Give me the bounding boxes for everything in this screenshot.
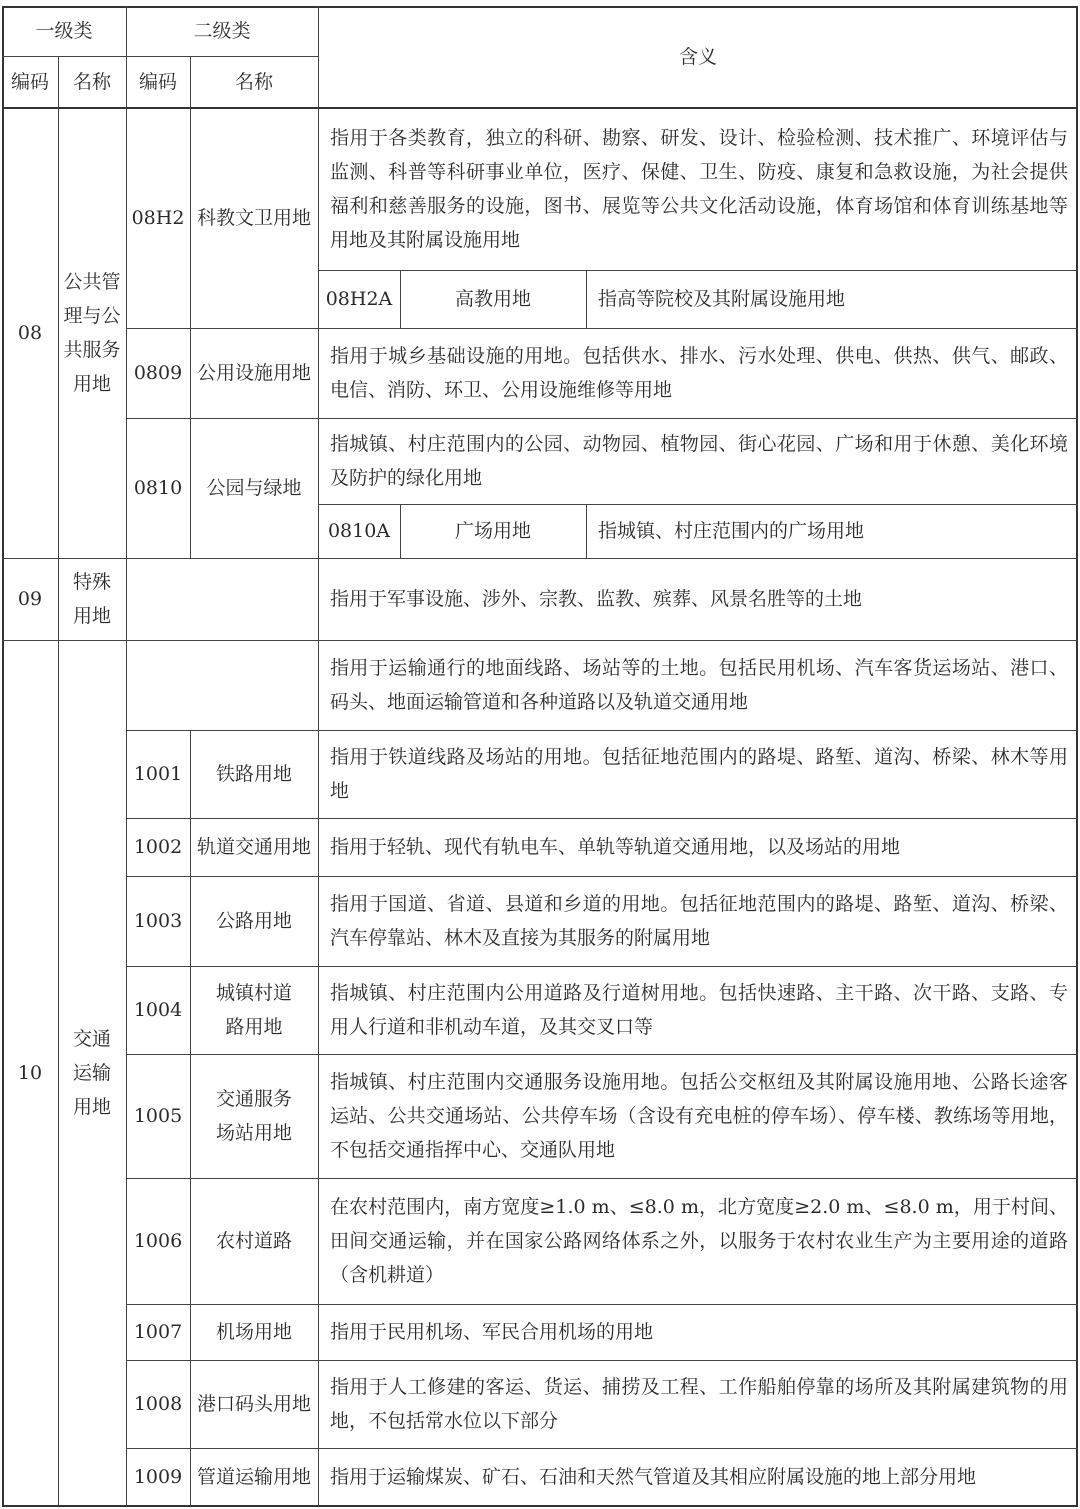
item-description: 指城镇、村庄范围内的公园、动物园、植物园、街心花园、广场和用于休憩、美化环境及防护的绿化用地 — [330, 433, 1068, 489]
header-level1-name: 名称 — [72, 71, 111, 93]
table-border-left — [2, 6, 4, 1506]
grid-line — [126, 328, 1078, 329]
item-name: 港口码头用地 — [196, 1393, 311, 1415]
group-code: 10 — [17, 1062, 43, 1084]
item-description: 指用于运输煤炭、矿石、石油和天然气管道及其相应附属设施的地上部分用地 — [330, 1466, 977, 1488]
item-code: 1001 — [133, 763, 183, 785]
header-divider — [2, 107, 1078, 109]
subitem-code: 08H2A — [325, 288, 393, 310]
item-code: 1008 — [133, 1393, 183, 1415]
grid-line — [126, 1360, 1078, 1361]
item-code: 1003 — [133, 910, 183, 932]
header-level2-name: 名称 — [234, 71, 273, 93]
group-name: 交通运输用地 — [72, 1028, 111, 1118]
grid-line — [2, 640, 1078, 641]
grid-line — [126, 1304, 1078, 1305]
grid-line — [586, 270, 587, 328]
subitem-name: 高教用地 — [454, 288, 531, 310]
item-description: 指用于国道、省道、县道和乡道的用地。包括征地范围内的路堤、路堑、道沟、桥梁、汽车停靠站、林木及直接为其服务的附属用地 — [330, 893, 1068, 949]
grid-line — [400, 270, 401, 328]
table-border-right — [1076, 6, 1078, 1506]
item-code: 1002 — [133, 836, 183, 858]
grid-line — [126, 876, 1078, 877]
item-code: 1006 — [133, 1230, 183, 1252]
item-description: 指用于铁道线路及场站的用地。包括征地范围内的路堤、路堑、道沟、桥梁、林木等用地 — [330, 746, 1068, 802]
item-name: 管道运输用地 — [196, 1466, 311, 1488]
item-name: 铁路用地 — [215, 763, 292, 785]
grid-line — [190, 730, 191, 1506]
item-name: 农村道路 — [215, 1230, 292, 1252]
grid-line — [586, 504, 587, 558]
item-name: 公园与绿地 — [206, 477, 302, 499]
grid-line — [126, 1178, 1078, 1179]
header-meaning: 含义 — [678, 46, 717, 68]
item-description: 指用于城乡基础设施的用地。包括供水、排水、污水处理、供电、供热、供气、邮政、电信、消防、环卫、公用设施维修等用地 — [330, 345, 1068, 401]
header-level2-code: 编码 — [138, 71, 177, 93]
grid-line — [126, 818, 1078, 819]
subitem-name: 广场用地 — [454, 520, 531, 542]
grid-line — [126, 418, 1078, 419]
grid-line — [2, 558, 1078, 559]
grid-line — [126, 966, 1078, 967]
grid-line — [318, 504, 1078, 505]
header-level1-code: 编码 — [10, 71, 49, 93]
item-code: 1004 — [133, 999, 183, 1021]
subitem-code: 0810A — [327, 520, 391, 542]
item-description: 指用于民用机场、军民合用机场的用地 — [330, 1321, 654, 1343]
subitem-description: 指高等院校及其附属设施用地 — [598, 288, 846, 310]
item-description: 指用于各类教育，独立的科研、勘察、研发、设计、检验检测、技术推广、环境评估与监测、科普等科研事业单位，医疗、保健、卫生、防疫、康复和急救设施，为社会提供福利和慈善服务的设施，图书、展览等公共文化活动设施，体育场馆和体育训练基地等用地及其附属设施用地 — [330, 127, 1068, 251]
item-description: 在农村范围内，南方宽度≥1.0 m、≤8.0 m，北方宽度≥2.0 m、≤8.0 m，用于村间、田间交通运输，并在国家公路网络体系之外，以服务于农村农业生产为主要用途的道路（含机耕道） — [330, 1196, 1068, 1286]
table-border-bottom — [2, 1505, 1078, 1507]
item-description: 指用于人工修建的客运、货运、捕捞及工程、工作船舶停靠的场所及其附属建筑物的用地，不包括常水位以下部分 — [330, 1376, 1068, 1432]
item-name: 城镇村道路用地 — [215, 982, 292, 1038]
header-level2: 二级类 — [193, 20, 251, 42]
item-code: 0810 — [133, 477, 183, 499]
grid-line — [190, 56, 191, 558]
table-border-top — [2, 6, 1078, 8]
grid-line — [318, 270, 1078, 271]
item-name: 科教文卫用地 — [196, 207, 311, 229]
item-name: 公用设施用地 — [196, 362, 311, 384]
grid-line — [400, 504, 401, 558]
item-name: 交通服务场站用地 — [215, 1088, 292, 1144]
item-description: 指城镇、村庄范围内公用道路及行道树用地。包括快速路、主干路、次干路、支路、专用人行道和非机动车道，及其交叉口等 — [330, 982, 1068, 1038]
item-name: 公路用地 — [215, 910, 292, 932]
grid-line — [126, 1054, 1078, 1055]
item-code: 1007 — [133, 1321, 183, 1343]
item-code: 1005 — [133, 1105, 183, 1127]
header-level1: 一级类 — [35, 20, 93, 42]
group-description: 指用于运输通行的地面线路、场站等的土地。包括民用机场、汽车客货运场站、港口、码头、地面运输管道和各种道路以及轨道交通用地 — [330, 657, 1068, 713]
grid-line — [126, 730, 1078, 731]
grid-line — [2, 56, 318, 57]
grid-line — [126, 6, 127, 1506]
group-code: 08 — [17, 322, 43, 344]
group-code: 09 — [17, 588, 43, 610]
grid-line — [126, 1448, 1078, 1449]
item-code: 08H2 — [131, 207, 185, 229]
item-code: 0809 — [133, 362, 183, 384]
item-description: 指用于轻轨、现代有轨电车、单轨等轨道交通用地，以及场站的用地 — [330, 836, 901, 858]
group-description: 指用于军事设施、涉外、宗教、监教、殡葬、风景名胜等的土地 — [330, 588, 863, 610]
item-description: 指城镇、村庄范围内交通服务设施用地。包括公交枢纽及其附属设施用地、公路长途客运站、公共交通场站、公共停车场（含设有充电桩的停车场）、停车楼、教练场等用地，不包括交通指挥中心、交通队用地 — [330, 1071, 1068, 1161]
subitem-description: 指城镇、村庄范围内的广场用地 — [598, 520, 865, 542]
item-code: 1009 — [133, 1466, 183, 1488]
group-name: 公共管理与公共服务用地 — [63, 271, 121, 395]
grid-line — [318, 6, 319, 1506]
grid-line — [58, 56, 59, 1506]
item-name: 轨道交通用地 — [196, 836, 311, 858]
group-name: 特殊用地 — [72, 571, 111, 627]
item-name: 机场用地 — [215, 1321, 292, 1343]
